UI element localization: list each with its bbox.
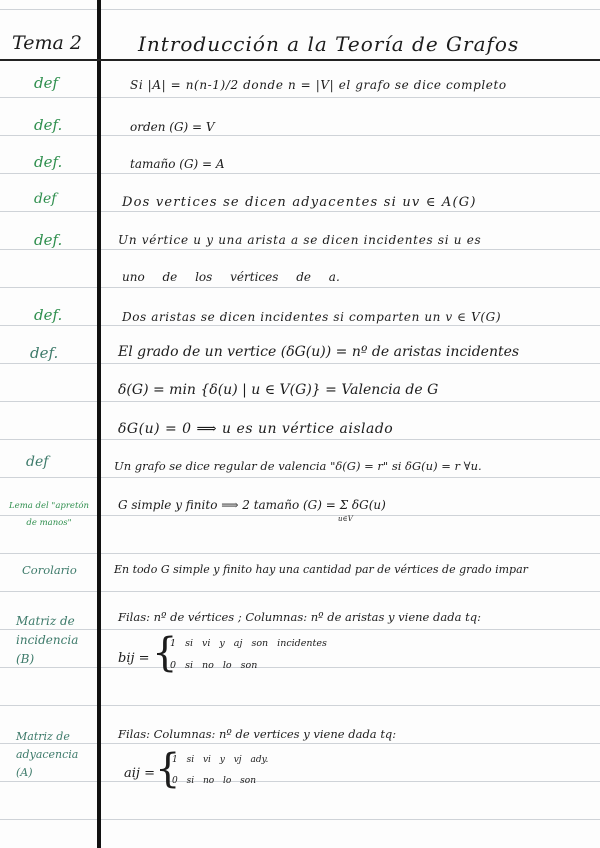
row-text: Un vértice u y una arista a se dicen incidentes si u es [118,233,482,247]
row-label: def. [34,306,63,324]
sum-subscript: u∈V [338,515,353,523]
adjacency-brace: { [155,746,181,792]
row-label: def. [30,344,59,362]
row-label: def. [34,116,63,134]
row-text: δG(u) = 0 ⟹ u es un vértice aislado [118,421,394,437]
row-label: def [34,74,59,92]
row-text: Un grafo se dice regular de valencia "δ(G) = r" si δG(u) = r ∀u. [114,459,482,473]
row-text: Filas: nº de vértices ; Columnas: nº de aristas y viene dada tq: [118,610,481,624]
incidence-case-1: 1 si vi y aj son incidentes [170,638,327,649]
lemma-label: Lema del "apretón de manos" [9,501,89,528]
incidence-matrix-label: Matriz de incidencia (B) [16,614,79,666]
row-text: uno de los vértices de a. [122,270,340,284]
row-label: def. [34,153,63,171]
row-text: Filas: Columnas: nº de vertices y viene dada tq: [118,727,397,741]
row-text: tamaño (G) = A [130,157,225,171]
row-text: orden (G) = V [130,120,215,134]
header-rule [0,59,600,61]
adjacency-case-1: 1 si vi y vj ady. [172,755,269,765]
adjacency-matrix-label: Matriz de adyacencia (A) [16,730,79,779]
row-text: δ(G) = min {δ(u) | u ∈ V(G)} = Valencia de G [118,382,439,398]
row-text: G simple y finito ⟹ 2 tamaño (G) = Σ δG(u) [118,498,386,512]
adjacency-lhs: aij = [124,766,155,781]
chapter-label: Tema 2 [12,32,82,54]
incidence-case-2: 0 si no lo son [170,660,258,671]
row-text: En todo G simple y finito hay una cantidad par de vértices de grado impar [114,563,528,576]
margin-line [97,0,101,848]
row-label: def. [34,231,63,249]
row-text: El grado de un vertice (δG(u)) = nº de aristas incidentes [118,344,520,360]
row-label: def [34,191,57,207]
row-text: Dos aristas se dicen incidentes si comparten un v ∈ V(G) [122,310,502,324]
corollary-label: Corolario [22,563,77,577]
row-text: Dos vertices se dicen adyacentes si uv ∈ A(G) [122,195,477,210]
row-text: Si |A| = n(n-1)/2 donde n = |V| el grafo se dice completo [130,78,507,92]
incidence-lhs: bij = [118,651,150,666]
adjacency-case-2: 0 si no lo son [172,776,257,786]
incidence-brace: { [152,630,178,676]
row-label: def [26,454,49,470]
page-title: Introducción a la Teoría de Grafos [138,32,520,56]
